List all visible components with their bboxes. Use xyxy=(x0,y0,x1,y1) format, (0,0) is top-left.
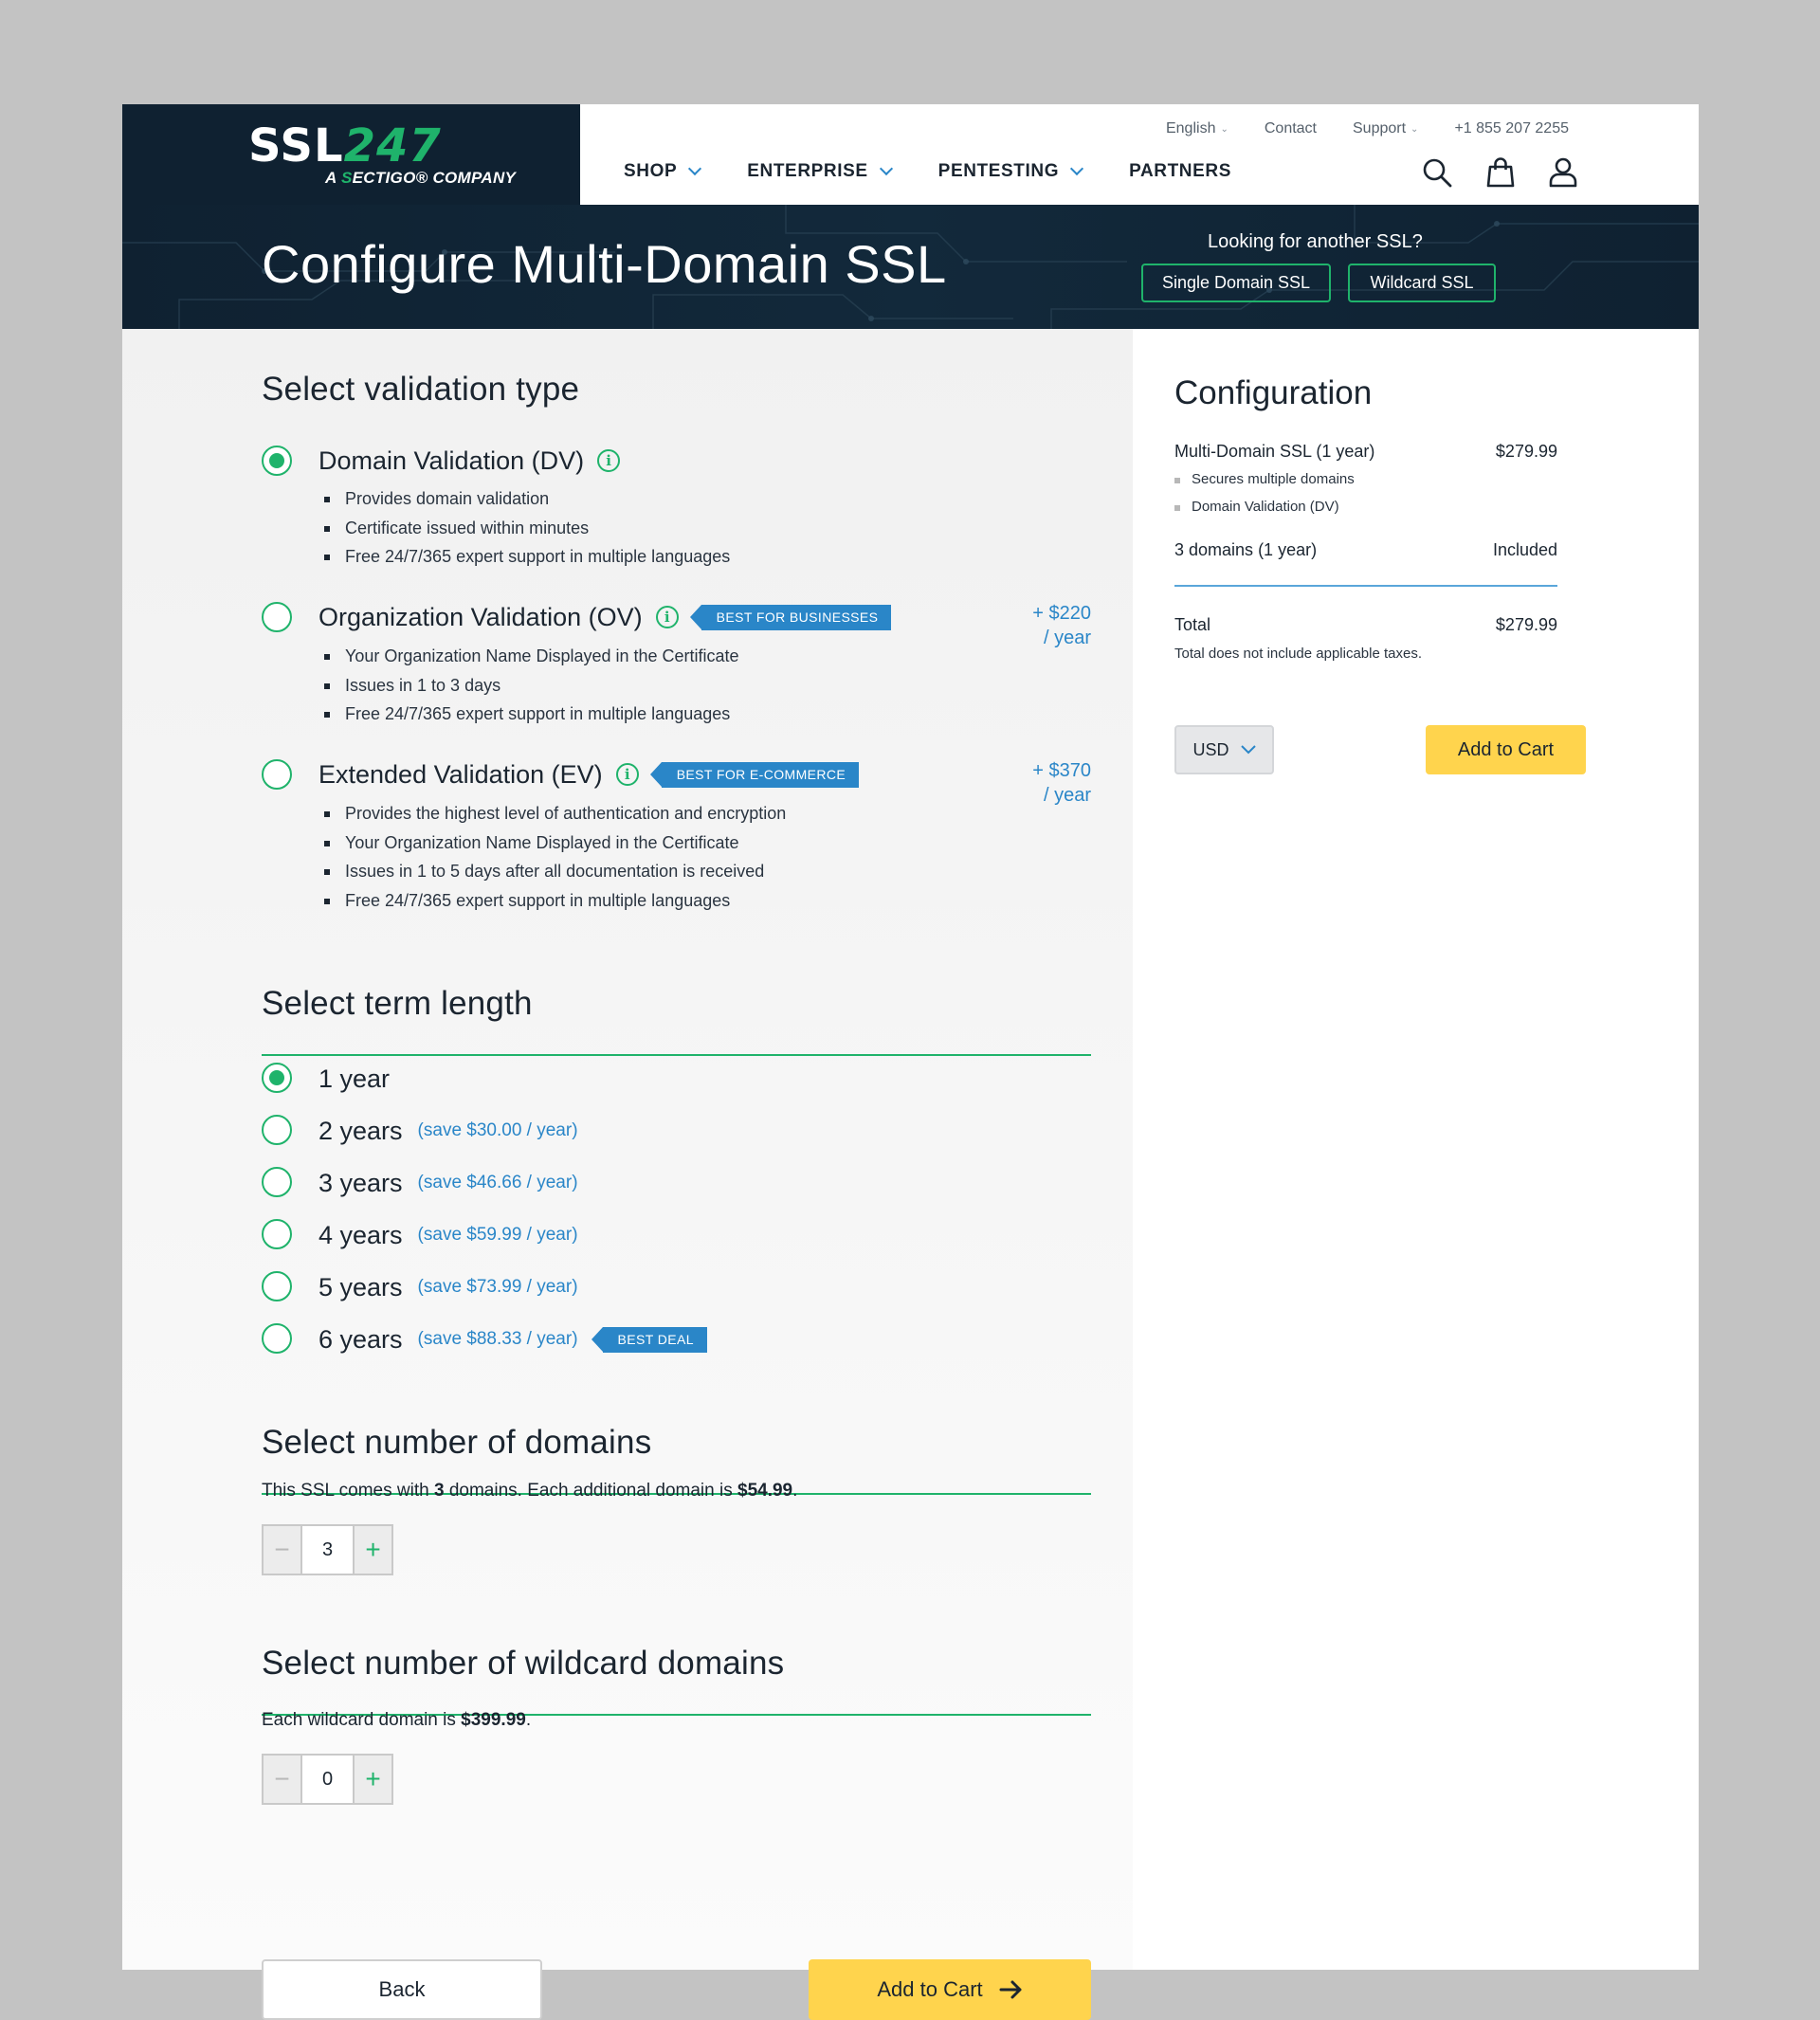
list-item: Provides domain validation xyxy=(324,484,730,514)
radio-ev[interactable] xyxy=(262,759,292,790)
option-dv-title xyxy=(318,444,620,478)
nav-enterprise[interactable]: ENTERPRISE xyxy=(747,161,890,182)
validation-heading: Select validation type xyxy=(262,371,580,408)
list-item: Issues in 1 to 5 days after all documentation is received xyxy=(324,857,786,886)
wildcard-heading: Select number of wildcard domains xyxy=(262,1645,785,1682)
support-menu[interactable]: Support ⌄ xyxy=(1353,120,1419,136)
currency-select[interactable] xyxy=(1174,725,1274,774)
configuration-panel xyxy=(1133,329,1699,1970)
option-ev-label: Extended Validation (EV) xyxy=(318,759,603,789)
domains-stepper xyxy=(262,1524,393,1575)
term-label: 1 year xyxy=(318,1064,391,1093)
radio-term-6[interactable] xyxy=(262,1323,292,1354)
radio-ov[interactable] xyxy=(262,602,292,632)
list-item: Free 24/7/365 expert support in multiple languages xyxy=(324,886,786,916)
add-to-cart-label: Add to Cart xyxy=(877,1977,983,2001)
radio-term-4[interactable] xyxy=(262,1219,292,1249)
option-dv-label: Domain Validation (DV) xyxy=(318,446,585,475)
ov-price-unit: / year xyxy=(1043,628,1091,648)
list-item: Your Organization Name Displayed in the Certificate xyxy=(324,642,739,671)
info-icon[interactable]: i xyxy=(656,606,679,628)
total-label: Total xyxy=(1174,615,1211,634)
increment-button[interactable]: + xyxy=(353,1756,391,1803)
decrement-button[interactable]: − xyxy=(264,1526,302,1574)
info-icon[interactable]: i xyxy=(597,449,620,472)
option-ev-title xyxy=(318,757,859,792)
list-item: Your Organization Name Displayed in the Certificate xyxy=(324,828,786,858)
best-deal-badge: BEST DEAL xyxy=(603,1327,707,1353)
search-icon[interactable] xyxy=(1422,157,1452,188)
section-divider xyxy=(262,1054,1091,1056)
hero-banner xyxy=(122,205,1699,329)
domains-included: Included xyxy=(1492,540,1557,559)
list-item: Domain Validation (DV) xyxy=(1174,499,1339,515)
chevron-down-icon xyxy=(1241,745,1256,755)
term-savings: (save $46.66 / year) xyxy=(417,1173,578,1192)
list-item: Secures multiple domains xyxy=(1174,471,1355,487)
ov-price xyxy=(1032,601,1091,650)
logo-wordmark: SSL247 xyxy=(248,119,442,173)
ev-price-unit: / year xyxy=(1043,785,1091,806)
best-for-businesses-badge: BEST FOR BUSINESSES xyxy=(701,605,892,630)
radio-term-3[interactable] xyxy=(262,1167,292,1197)
top-bar xyxy=(580,104,1699,205)
list-item: Free 24/7/365 expert support in multiple languages xyxy=(324,542,730,572)
decrement-button[interactable]: − xyxy=(264,1756,302,1803)
total-value: $279.99 xyxy=(1495,615,1557,634)
domains-line xyxy=(1174,540,1557,560)
list-item: Free 24/7/365 expert support in multiple languages xyxy=(324,700,739,729)
nav-partners[interactable]: PARTNERS xyxy=(1129,161,1231,181)
add-to-cart-button-summary[interactable]: Add to Cart xyxy=(1426,725,1586,774)
contact-link[interactable]: Contact xyxy=(1264,120,1317,136)
ev-price-amount: + $370 xyxy=(1032,760,1091,781)
arrow-right-icon xyxy=(1000,1980,1023,1999)
term-label: 5 years (save $73.99 / year) xyxy=(318,1272,578,1301)
page-title: Configure Multi-Domain SSL xyxy=(262,234,947,294)
term-savings: (save $30.00 / year) xyxy=(417,1120,578,1140)
radio-dv[interactable] xyxy=(262,446,292,476)
configure-form xyxy=(122,329,1133,2001)
ov-price-amount: + $220 xyxy=(1032,603,1091,624)
info-icon[interactable]: i xyxy=(616,763,639,786)
product-price: $279.99 xyxy=(1495,442,1557,461)
utility-nav xyxy=(1166,120,1569,137)
term-heading: Select term length xyxy=(262,985,533,1022)
domains-count-input[interactable]: 3 xyxy=(321,1538,334,1560)
single-domain-ssl-button[interactable]: Single Domain SSL xyxy=(1141,264,1331,302)
shopping-bag-icon[interactable] xyxy=(1486,157,1515,188)
term-savings: (save $59.99 / year) xyxy=(417,1225,578,1245)
main-nav xyxy=(624,161,1231,182)
term-label: 3 years (save $46.66 / year) xyxy=(318,1168,578,1197)
add-to-cart-button[interactable] xyxy=(809,1959,1091,2020)
radio-term-1[interactable] xyxy=(262,1063,292,1093)
nav-shop[interactable]: SHOP xyxy=(624,161,700,182)
term-label: 2 years (save $30.00 / year) xyxy=(318,1116,578,1145)
list-item: Issues in 1 to 3 days xyxy=(324,671,739,701)
radio-term-5[interactable] xyxy=(262,1271,292,1301)
radio-term-2[interactable] xyxy=(262,1115,292,1145)
wildcard-count-input[interactable]: 0 xyxy=(321,1768,334,1790)
list-item: Certificate issued within minutes xyxy=(324,514,730,543)
back-button[interactable]: Back xyxy=(262,1959,542,2020)
wildcard-description: Each wildcard domain is $399.99. xyxy=(262,1710,532,1730)
chevron-down-icon xyxy=(1070,162,1083,175)
page xyxy=(122,104,1699,2001)
increment-button[interactable]: + xyxy=(353,1526,391,1574)
ev-features xyxy=(324,799,786,916)
nav-pentesting[interactable]: PENTESTING xyxy=(938,161,1082,182)
other-ssl-prompt: Looking for another SSL? xyxy=(1208,231,1423,252)
wildcard-stepper xyxy=(262,1754,393,1805)
term-savings: (save $73.99 / year) xyxy=(417,1277,578,1297)
chevron-down-icon xyxy=(688,162,701,175)
total-line xyxy=(1174,615,1557,635)
chevron-down-icon xyxy=(880,162,893,175)
logo[interactable] xyxy=(122,104,580,205)
phone-link[interactable]: +1 855 207 2255 xyxy=(1454,120,1569,136)
wildcard-ssl-button[interactable]: Wildcard SSL xyxy=(1348,264,1496,302)
currency-value: USD xyxy=(1192,739,1229,759)
dv-features xyxy=(324,484,730,572)
product-line xyxy=(1174,442,1557,462)
ev-price xyxy=(1032,758,1091,808)
term-savings: (save $88.33 / year) xyxy=(417,1329,578,1349)
chevron-down-icon: ⌄ xyxy=(1220,123,1228,135)
tax-note: Total does not include applicable taxes. xyxy=(1174,646,1423,662)
domains-name: 3 domains (1 year) xyxy=(1174,540,1318,559)
summary-divider xyxy=(1174,585,1557,587)
term-label: 4 years (save $59.99 / year) xyxy=(318,1220,578,1249)
ov-features xyxy=(324,642,739,729)
configuration-title: Configuration xyxy=(1174,374,1373,411)
chevron-down-icon: ⌄ xyxy=(1410,123,1419,135)
header-tools xyxy=(1422,157,1577,188)
domains-description: This SSL comes with 3 domains. Each additional domain is $54.99. xyxy=(262,1481,798,1501)
logo-tagline: A SECTIGO® COMPANY xyxy=(325,169,517,187)
user-icon[interactable] xyxy=(1549,157,1577,188)
option-ov-title xyxy=(318,600,891,634)
domains-heading: Select number of domains xyxy=(262,1424,652,1461)
language-selector[interactable]: English ⌄ xyxy=(1165,120,1228,136)
best-for-ecommerce-badge: BEST FOR E-COMMERCE xyxy=(662,762,859,788)
list-item: Provides the highest level of authentication and encryption xyxy=(324,799,786,828)
option-ov-label: Organization Validation (OV) xyxy=(318,602,643,631)
product-name: Multi-Domain SSL (1 year) xyxy=(1174,442,1375,461)
term-label: 6 years (save $88.33 / year) BEST DEAL xyxy=(318,1325,707,1355)
